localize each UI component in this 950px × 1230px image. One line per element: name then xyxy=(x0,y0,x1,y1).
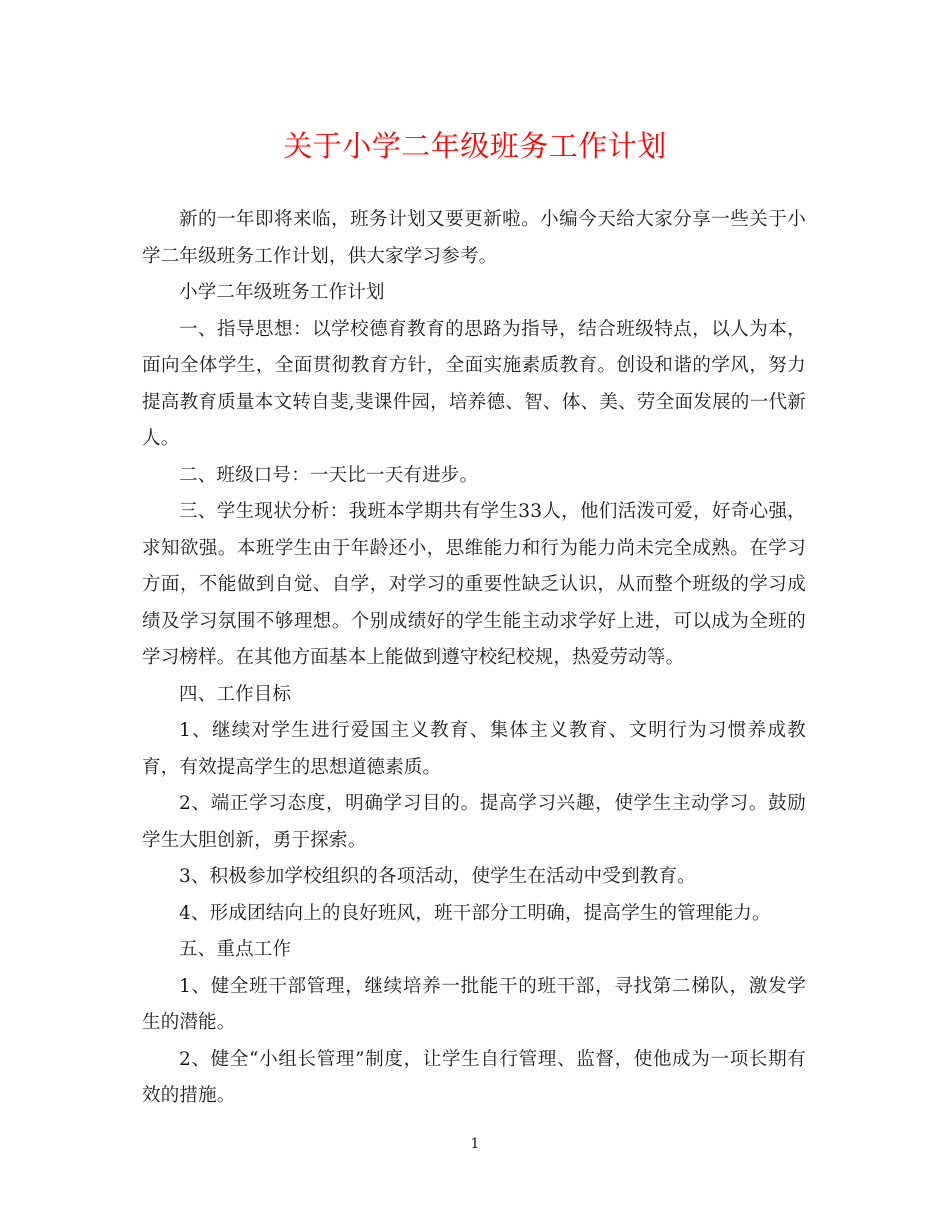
goal-item-3: 3、积极参加学校组织的各项活动，使学生在活动中受到教育。 xyxy=(179,866,696,887)
goal-item-4: 4、形成团结向上的良好班风，班干部分工明确，提高学生的管理能力。 xyxy=(179,902,771,924)
key-work-item-2: 2、健全“小组长管理”制度，让学生自行管理、监督，使他成为一项长期有效的措施。 xyxy=(142,1048,806,1106)
goal-item-1: 1、继续对学生进行爱国主义教育、集体主义教育、文明行为习惯养成教育，有效提高学生的思想道德素质。 xyxy=(142,720,806,778)
intro-paragraph: 新的一年即将来临，班务计划又要更新啦。小编今天给大家分享一些关于小学二年级班务工作计划，供大家学习参考。 xyxy=(142,209,806,267)
student-analysis-paragraph: 三、学生现状分析：我班本学期共有学生33人，他们活泼可爱，好奇心强，求知欲强。本班学生由于年龄还小，思维能力和行为能力尚未完全成熟。在学习方面，不能做到自觉、自学，对学习的重要性缺乏认识，从而整个班级的学习成绩及学习氛围不够理想。个别成绩好的学生能主动求学好上进，可以成为全班的学习榜样。在其他方面基本上能做到遵守校纪校规，热爱劳动等。 xyxy=(142,501,806,668)
key-work-item-1: 1、健全班干部管理，继续培养一批能干的班干部，寻找第二梯队，激发学生的潜能。 xyxy=(142,975,806,1033)
document-body xyxy=(142,202,806,1115)
guiding-ideology-paragraph: 一、指导思想：以学校德育教育的思路为指导，结合班级特点，以人为本，面向全体学生，全面贯彻教育方针，全面实施素质教育。创设和谐的学风，努力提高教育质量本文转自斐,斐课件园，培养德、智、体、美、劳全面发展的一代新人。 xyxy=(142,318,806,449)
goal-item-2: 2、端正学习态度，明确学习目的。提高学习兴趣，使学生主动学习。鼓励学生大胆创新，勇于探索。 xyxy=(142,793,806,851)
class-slogan-paragraph: 二、班级口号：一天比一天有进步。 xyxy=(179,464,479,486)
document-title: 关于小学二年级班务工作计划 xyxy=(283,129,667,163)
subtitle-paragraph: 小学二年级班务工作计划 xyxy=(179,282,385,303)
key-work-heading: 五、重点工作 xyxy=(179,939,292,960)
work-goals-heading: 四、工作目标 xyxy=(179,683,292,705)
page-number: 1 xyxy=(470,1136,480,1152)
